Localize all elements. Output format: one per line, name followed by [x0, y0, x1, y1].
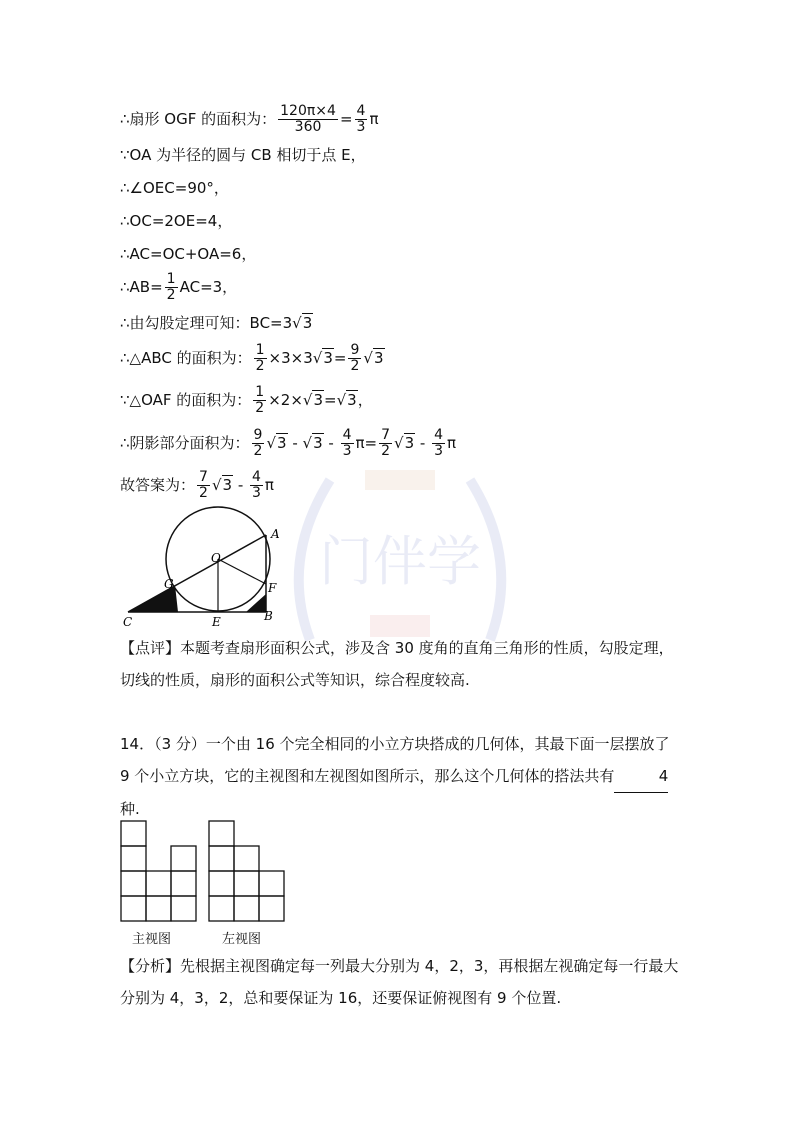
sector-area-line: ∴扇形 OGF 的面积为： $\frac{120\pi\times 4}{360}$ = $\frac{4}{3}$ π: [120, 103, 379, 135]
comment-paragraph: 【点评】本题考查扇形面积公式，涉及含 30 度角的直角三角形的性质，勾股定理，切线的性质，扇形的面积公式等知识，综合程度较高.: [120, 639, 674, 689]
question-14: 14．（3 分）一个由 16 个完全相同的小立方块搭成的几何体，其最下面一层摆放了 9 个小立方块，它的主视图和左视图如图所示，那么这个几何体的搭法共有 4种.: [120, 735, 670, 818]
geometry-figure: [118, 502, 288, 632]
analysis-paragraph: 【分析】先根据主视图确定每一列最大分别为 4，2，3，再根据左视确定每一行最大分别为 4，3，2，总和要保证为 16，还要保证俯视图有 9 个位置.: [120, 957, 679, 1007]
segment-of: [218, 559, 266, 584]
angle-line: ∴∠OEC=90°，: [120, 179, 229, 197]
shaded-area-line: ∴阴影部分面积为： $\frac{9}{2}$ √3 - √3 - $\frac{4}{3}$ π= $\frac{7}{2}$ √3 - $\frac{4}{3}$ π: [120, 427, 457, 459]
front-view-label: 主视图: [132, 932, 172, 947]
oc-line: ∴OC=2OE=4，: [120, 212, 233, 230]
label-f: F: [268, 581, 277, 595]
ab-line: ∴AB= $\frac{1}{2}$ AC=3，: [120, 271, 238, 303]
answer-line: 故答案为： $\frac{7}{2}$ √3 - $\frac{4}{3}$ π: [120, 469, 274, 501]
watermark-text: 门伴学: [319, 530, 481, 593]
left-view-label: 左视图: [222, 932, 262, 947]
label-g: G: [164, 577, 174, 591]
shaded-region-right: [246, 594, 266, 612]
left-view-grid: [208, 820, 288, 924]
label-e: E: [212, 615, 221, 629]
answer-blank: 4: [614, 760, 668, 793]
bc-line: ∴由勾股定理可知：BC=3√3: [120, 314, 313, 332]
ac-line: ∴AC=OC+OA=6，: [120, 245, 257, 263]
label-a: A: [271, 527, 280, 541]
front-view-grid: [120, 820, 200, 924]
label-b: B: [264, 609, 273, 623]
tangent-line: ∵OA 为半径的圆与 CB 相切于点 E，: [120, 146, 366, 164]
oaf-area-line: ∵△OAF 的面积为： $\frac{1}{2}$ ×2×√3=√3，: [120, 384, 373, 416]
fraction: $\frac{120\pi\times 4}{360}$: [280, 103, 336, 135]
label-o: O: [211, 551, 221, 565]
abc-area-line: ∴△ABC 的面积为： $\frac{1}{2}$ ×3×3√3= $\frac{9}{2}$ √3: [120, 342, 384, 374]
text: ∴扇形 OGF 的面积为：: [120, 110, 277, 128]
label-c: C: [123, 615, 133, 629]
